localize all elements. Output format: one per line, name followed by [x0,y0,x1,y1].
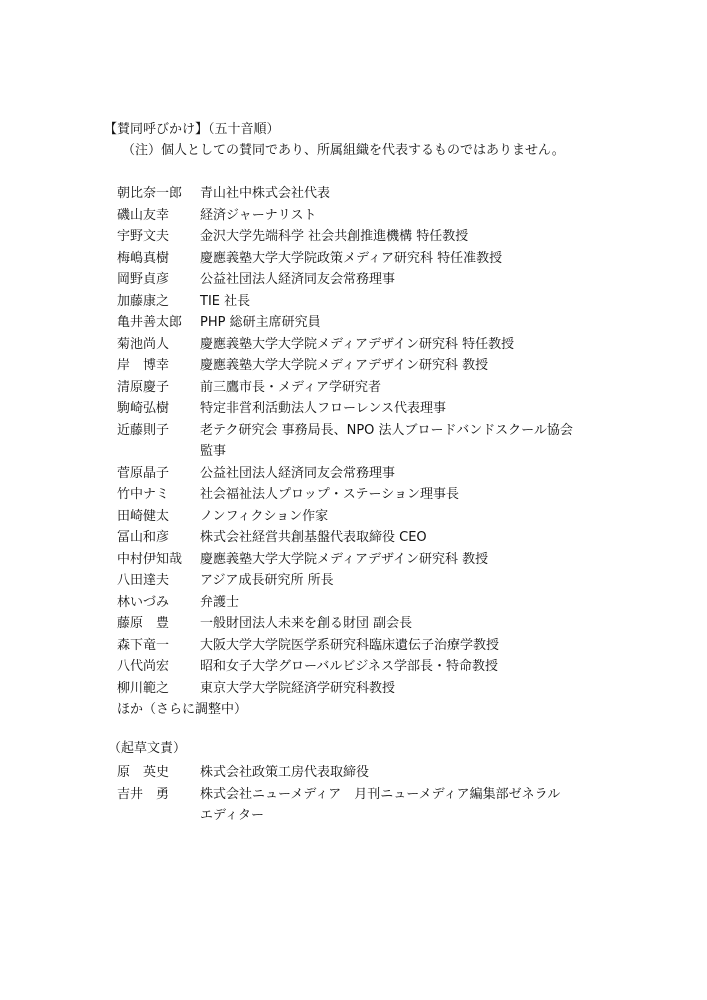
person-name: 駒崎弘樹 [117,401,170,416]
person-name: 磯山友幸 [117,207,170,223]
person-role: 東京大学大学院経済学研究科教授 [200,680,396,696]
person-role: 株式会社政策工房代表取締役 [200,765,370,780]
person-row [117,334,677,356]
person-role: 慶應義塾大学大学院メディアデザイン研究科 特任教授 [200,336,515,352]
person-row [117,784,677,806]
person-role: 昭和女子大学グローバルビジネス学部長・特命教授 [200,659,498,674]
person-role: 老テク研究会 事務局長、NPO 法人ブロードバンドスクール協会 [200,422,573,438]
person-role: 社会福祉法人プロップ・ステーション理事長 [200,487,459,502]
person-row [117,656,677,678]
drafter-list [117,762,677,827]
person-name: 清原慶子 [117,379,170,395]
person-role: 前三鷹市長・メディア学研究者 [200,379,381,395]
person-role: 弁護士 [200,594,240,610]
person-role: 慶應義塾大学大学院メディアデザイン研究科 教授 [200,358,489,373]
person-row [117,269,677,291]
person-row [117,549,677,571]
person-name: 田崎健太 [117,508,170,524]
person-name: 岡野貞彦 [117,272,170,287]
person-role: 一般財団法人未来を創る財団 副会長 [200,616,413,631]
person-role: 株式会社ニューメディア 月刊ニューメディア編集部ゼネラル [200,786,561,802]
section-heading: 【賛同呼びかけ】（五十音順） [104,122,280,137]
person-row [117,420,677,442]
person-name: 八代尚宏 [117,659,170,674]
person-row [117,762,677,784]
person-role: 慶應義塾大学大学院政策メディア研究科 特任准教授 [200,250,503,266]
person-row [117,183,677,205]
person-row [117,398,677,420]
person-row [117,205,677,227]
person-role: 金沢大学先端科学 社会共創推進機構 特任教授 [200,229,469,244]
person-row [117,506,677,528]
person-name: 藤原 豊 [117,616,170,631]
person-role: 慶應義塾大学大学院メディアデザイン研究科 教授 [200,551,489,567]
person-row [117,248,677,270]
person-role: 株式会社経営共創基盤代表取締役 CEO [200,530,427,545]
person-row [117,613,677,635]
person-name: 加藤康之 [117,293,170,309]
person-role: 公益社団法人経済同友会常務理事 [200,272,396,287]
person-row [117,635,677,657]
person-role: 公益社団法人経済同友会常務理事 [200,465,396,481]
person-name: 朝比奈一郎 [117,186,183,201]
person-name: 菊池尚人 [117,336,170,352]
person-name: 八田達夫 [117,573,170,588]
person-name: 林いづみ [117,594,170,610]
person-role: 特定非営利活動法人フローレンス代表理事 [200,401,447,416]
person-role: ノンフィクション作家 [200,508,329,524]
person-role: TIE 社長 [200,293,251,309]
person-name: 竹中ナミ [117,487,170,502]
person-name: 中村伊知哉 [117,551,183,567]
person-name: 原 英史 [117,765,170,780]
person-row [117,592,677,614]
person-name: 吉井 勇 [117,786,170,802]
person-role-continued: エディター [200,808,264,823]
drafting-heading: （起草文責） [108,741,187,756]
person-name: 冨山和彦 [117,530,170,545]
person-role: アジア成長研究所 所長 [200,573,334,588]
person-row [117,570,677,592]
person-role: 経済ジャーナリスト [200,207,317,223]
person-row [117,463,677,485]
supporter-list [117,183,677,721]
person-name: 宇野文夫 [117,229,170,244]
person-name: 菅原晶子 [117,465,170,481]
person-role: 大阪大学大学院医学系研究科臨床遺伝子治療学教授 [200,637,500,653]
person-role-continued: 監事 [200,444,227,459]
person-row [117,355,677,377]
person-name: 近藤則子 [117,422,170,438]
person-row [117,484,677,506]
person-row [117,678,677,700]
person-row [117,226,677,248]
person-name: 柳川範之 [117,680,170,696]
person-row [117,527,677,549]
person-name: 梅嶋真樹 [117,250,170,266]
person-name: 亀井善太郎 [117,315,183,330]
disclaimer-note: （注）個人としての賛同であり、所属組織を代表するものではありません。 [122,143,565,158]
person-row [117,312,677,334]
person-name: 岸 博幸 [117,358,170,373]
others-note: ほか（さらに調整中） [117,702,248,717]
person-role: PHP 総研主席研究員 [200,315,321,330]
person-row [117,291,677,313]
person-row [117,377,677,399]
person-name: 森下竜一 [117,637,170,653]
person-role: 青山社中株式会社代表 [200,186,331,201]
